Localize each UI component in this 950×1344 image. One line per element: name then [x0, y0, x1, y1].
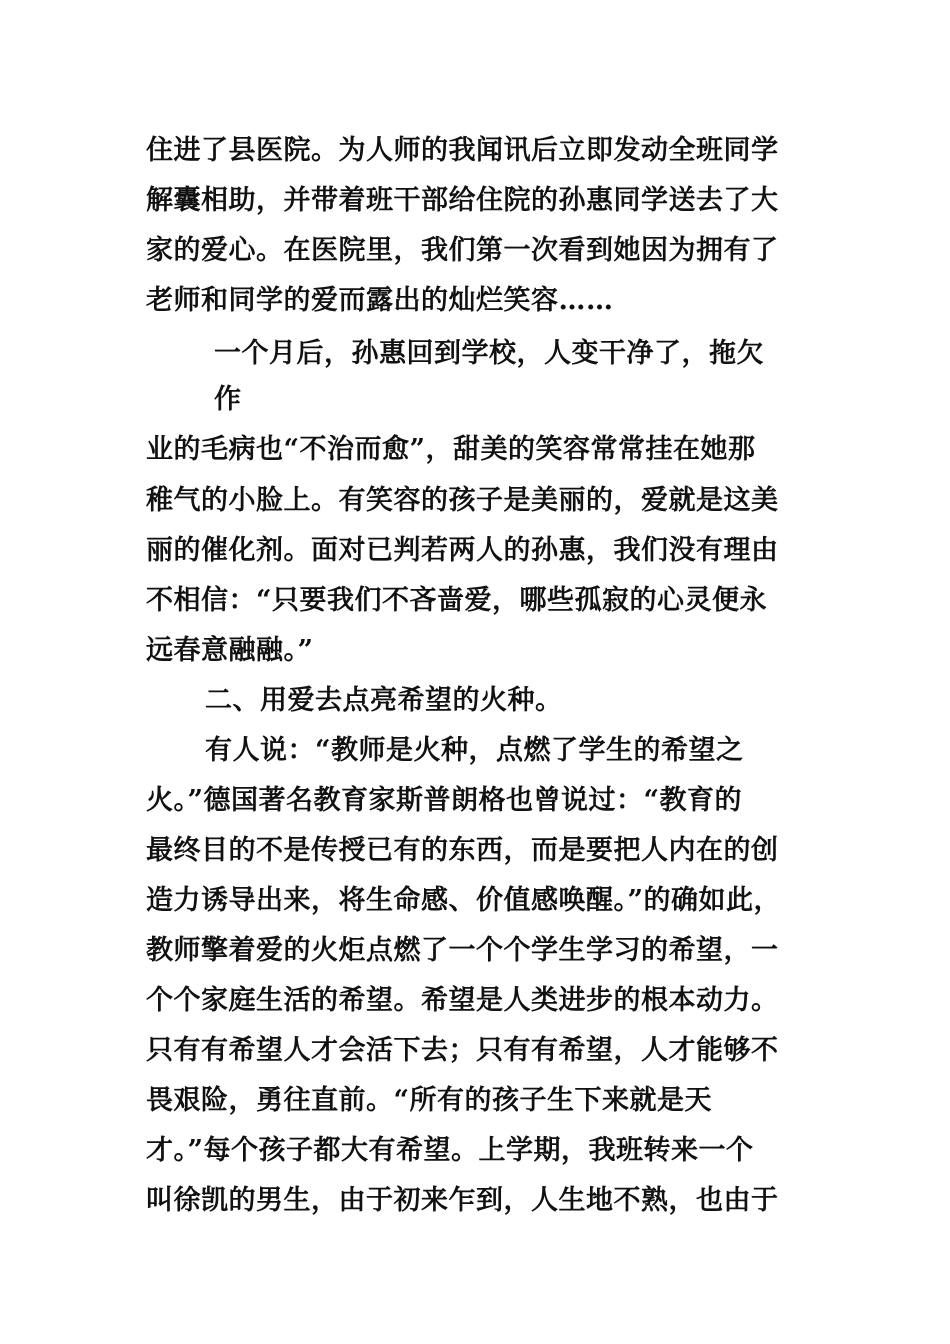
- paragraph-line: 才。”每个孩子都大有希望。上学期，我班转来一个: [146, 1135, 754, 1166]
- paragraph-line: 最终目的不是传授已有的东西，而是要把人内在的创: [146, 835, 779, 866]
- paragraph-line: 不相信：“只要我们不吝啬爱，哪些孤寂的心灵便永: [146, 585, 768, 616]
- section-heading: 二、用爱去点亮希望的火种。: [205, 685, 563, 716]
- paragraph-line: 只有有希望人才会活下去；只有有希望，人才能够不: [146, 1035, 779, 1066]
- paragraph-line: 远春意融融。”: [146, 635, 314, 666]
- paragraph-line: 畏艰险，勇往直前。“所有的孩子生下来就是天: [146, 1085, 713, 1116]
- paragraph-line: 丽的催化剂。面对已判若两人的孙惠，我们没有理由: [146, 535, 779, 566]
- paragraph-line: 解囊相助，并带着班干部给住院的孙惠同学送去了大: [146, 185, 779, 216]
- paragraph-line: 老师和同学的爱而露出的灿烂笑容……: [146, 285, 614, 316]
- paragraph-line: 有人说：“教师是火种，点燃了学生的希望之: [205, 735, 744, 766]
- paragraph-line: 个个家庭生活的希望。希望是人类进步的根本动力。: [146, 985, 779, 1016]
- paragraph-line: 一个月后，孙惠回到学校，人变干净了，拖欠: [214, 338, 764, 369]
- paragraph-line: 家的爱心。在医院里，我们第一次看到她因为拥有了: [146, 235, 779, 266]
- paragraph-line: 叫徐凯的男生，由于初来乍到，人生地不熟，也由于: [146, 1185, 779, 1216]
- paragraph-line: 教师擎着爱的火炬点燃了一个个学生学习的希望，一: [146, 935, 779, 966]
- paragraph-line: 稚气的小脸上。有笑容的孩子是美丽的，爱就是这美: [146, 485, 779, 516]
- paragraph-line: 造力诱导出来，将生命感、价值感唤醒。”的确如此，: [146, 885, 782, 916]
- paragraph-line: 作: [214, 384, 242, 415]
- paragraph-line: 业的毛病也“不治而愈”，甜美的笑容常常挂在她那: [146, 434, 756, 465]
- paragraph-line: 火。”德国著名教育家斯普朗格也曾说过：“教育的: [146, 785, 743, 816]
- paragraph-line: 住进了县医院。为人师的我闻讯后立即发动全班同学: [146, 135, 779, 166]
